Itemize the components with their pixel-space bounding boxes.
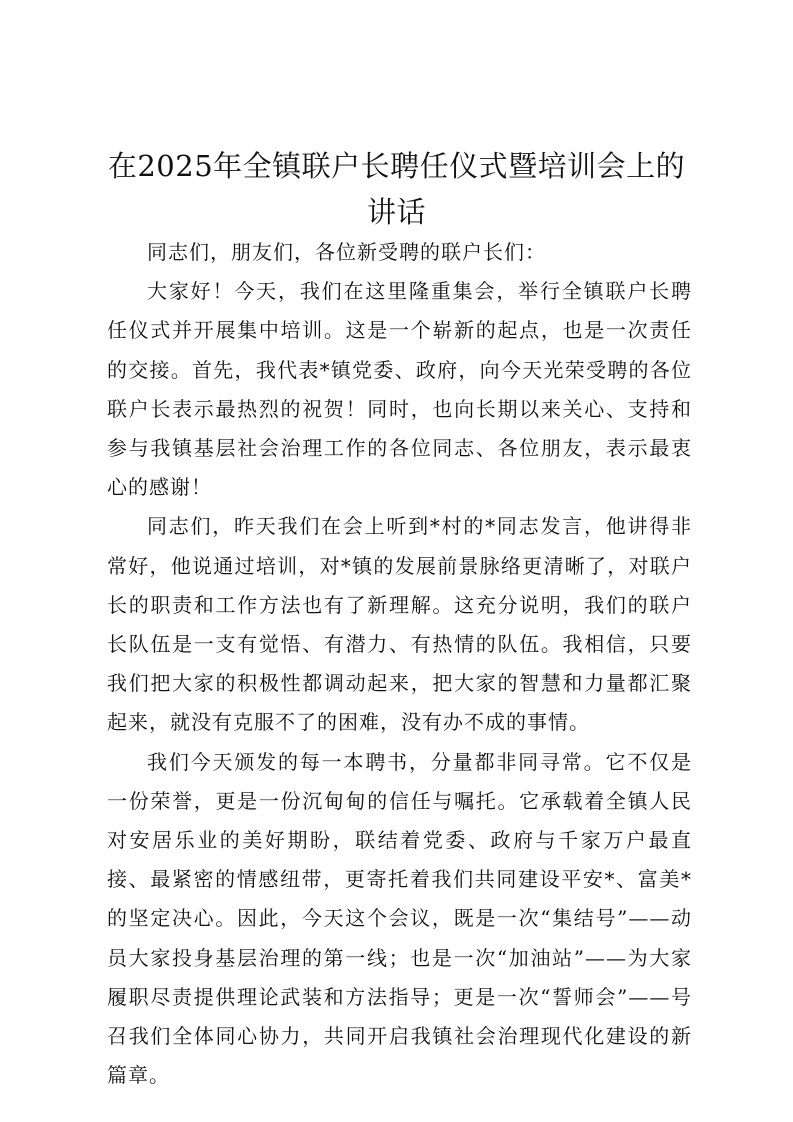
document-title: 在2025年全镇联户长聘任仪式暨培训会上的讲话: [107, 149, 686, 229]
body-paragraph: 我们今天颁发的每一本聘书，分量都非同寻常。它不仅是一份荣誉，更是一份沉甸甸的信任与嘱托。它承载着全镇人民对安居乐业的美好期盼，联结着党委、政府与千家万户最直接、最紧密的情感纽带，更寄托着我们共同建设平安*、富美*的坚定决心。因此，今天这个会议，既是一次“集结号”——动员大家投身基层治理的第一线；也是一次“加油站”——为大家履职尽责提供理论武装和方法指导；更是一次“誓师会”——号召我们全体同心协力，共同开启我镇社会治理现代化建设的新篇章。: [107, 749, 692, 1088]
body-paragraph: 同志们，昨天我们在会上听到*村的*同志发言，他讲得非常好，他说通过培训，对*镇的发展前景脉络更清晰了，对联户长的职责和工作方法也有了新理解。这充分说明，我们的联户长队伍是一支有觉悟、有潜力、有热情的队伍。我相信，只要我们把大家的积极性都调动起来，把大家的智慧和力量都汇聚起来，就没有克服不了的困难，没有办不成的事情。: [107, 514, 692, 735]
document-body: [107, 233, 692, 1095]
body-paragraph: 大家好！今天，我们在这里隆重集会，举行全镇联户长聘任仪式并开展集中培训。这是一个崭新的起点，也是一次责任的交接。首先，我代表*镇党委、政府，向今天光荣受聘的各位联户长表示最热烈的祝贺！同时，也向长期以来关心、支持和参与我镇基层社会治理工作的各位同志、各位朋友，表示最衷心的感谢！: [107, 279, 692, 500]
salutation-paragraph: 同志们，朋友们，各位新受聘的联户长们：: [147, 240, 546, 264]
